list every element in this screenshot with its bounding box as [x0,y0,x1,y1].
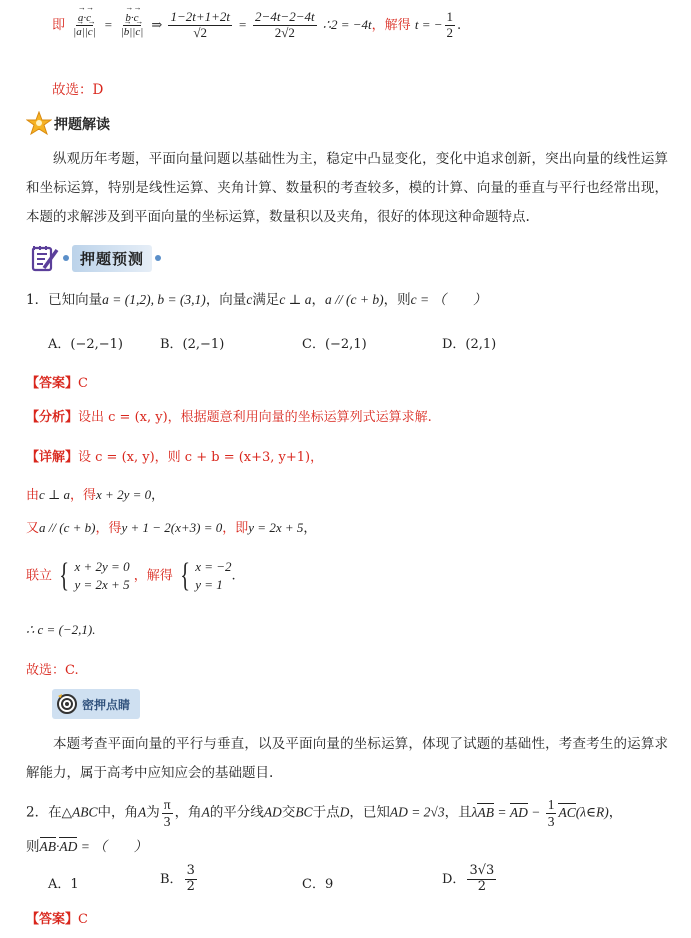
system-equations: { x + 2y = 0 y = 2x + 5 [59,557,130,594]
q2-stem-2: 则AB·AD = （ ） [26,839,148,855]
q1-detail-4: 联立 { x + 2y = 0 y = 2x + 5 ，解得 { x = −2 y = 1 . [26,557,236,594]
section-header-predict [30,244,161,272]
q1-stem: 1．已知向量a = (1,2), b = (3,1)，向量c满足c ⊥ a，a // (c + b)，则c = （ ） [26,292,487,308]
solution-line-1: 即 → $\frac{a\cdot\to c}{|\to a||\to c|}$ = → $\frac{b\cdot\to c}{|\to b||\to c|}$ ⇒ $\frac{1-2t+1+2t}{√2}$ = $\frac{2-4t-2-4t}{2√2}$ ∴2 = −4t，解得 t = − $\frac{1}{2}$ . [52,10,691,41]
selection-1: 故选：D [52,82,104,98]
fraction-3-2: $\frac{3}{2}$ [186,863,195,894]
fraction-3sqrt3-2: $\frac{3√3}{2}$ [469,863,495,894]
q1-detail-3: 又a // (c + b)，得y + 1 − 2(x+3) = 0，即y = 2x + 5， [26,520,317,536]
star-person-icon [26,111,52,137]
banner-dot-left [63,255,69,261]
section-title-predict: 押题预测 [72,245,152,272]
result-text: t = − [414,16,443,32]
paragraph-key: 本题考查平面向量的平行与垂直，以及平面向量的坐标运算，体现了试题的基础性，考查考生的运算求解能力，属于高考中应知应会的基础题目. [26,736,668,781]
q2-option-c: C．9 [302,877,334,892]
q1-option-b: B．(2,−1) [160,337,225,352]
fraction-eq2: $\frac{2-4t-2-4t}{2√2}$ [255,9,315,40]
ji-text: 即 [52,17,66,33]
q1-detail-2: 由c ⊥ a，得x + 2y = 0， [26,487,165,503]
section-header-read [26,111,110,137]
q2-option-d: D． $\frac{3√3}{2}$ [442,863,495,894]
q2-option-b: B． $\frac{3}{2}$ [160,863,195,894]
banner-dot-right [155,255,161,261]
fraction-one-third: $\frac{1}{3}$ [547,797,555,829]
q1-analysis: 【分析】设出 c = (x, y)，根据题意利用向量的坐标运算列式运算求解. [26,410,432,425]
q1-option-c: C．(−2,1) [302,337,367,352]
q2-answer: 【答案】C [26,912,88,927]
fraction-pi-3: $\frac{\pi}{3}$ [163,797,171,829]
q1-option-d: D．(2,1) [442,337,497,352]
target-icon [56,693,78,715]
fraction-bc: → $\frac{b\cdot\to c}{|\to b||\to c|}$ [119,12,146,38]
fraction-ac: → $\frac{a\cdot\to c}{|\to a||\to c|}$ [71,12,98,38]
therefore-text: ∴2 = −4t [322,16,372,32]
q2-option-a: A．1 [48,877,79,892]
section-title-read: 押题解读 [54,117,110,133]
q1-detail-5: ∴ c = (−2,1). [26,622,96,637]
q1-answer: 【答案】C [26,376,88,391]
fraction-half: $\frac{1}{2}$ [446,9,453,40]
system-solution: { x = −2 y = 1 [180,557,232,594]
fraction-eq1: $\frac{1-2t+1+2t}{√2}$ [170,9,230,40]
section-title-key: 密押点睛 [82,697,131,712]
paragraph-read: 纵观历年考题，平面向量问题以基础性为主，稳定中凸显变化，变化中追求创新，突出向量的线性运算和坐标运算，特别是线性运算、夹角计算、数量积的考查较多，模的计算、向量的垂直与平行也经常出现，本题的求解涉及到平面向量的坐标运算，数量积以及夹角，很好的体现这种命题特点. [26,151,668,225]
notebook-pencil-icon [30,244,60,272]
section-header-key [52,689,140,719]
q1-selection: 故选：C. [26,663,79,678]
q2-stem: 2．在△ABC中，角A为 $\frac{\pi}{3}$ ，角A的平分线AD交BC于点D，已知AD = 2√3，且λAB = AD − $\frac{1}{3}$ AC(λ∈R)， [26,797,623,829]
q1-option-a: A．(−2,−1) [48,337,123,352]
implies-arrow: ⇒ [151,17,163,33]
q1-detail-1: 【详解】设 c = (x, y)，则 c + b = (x+3, y+1)， [26,450,324,465]
